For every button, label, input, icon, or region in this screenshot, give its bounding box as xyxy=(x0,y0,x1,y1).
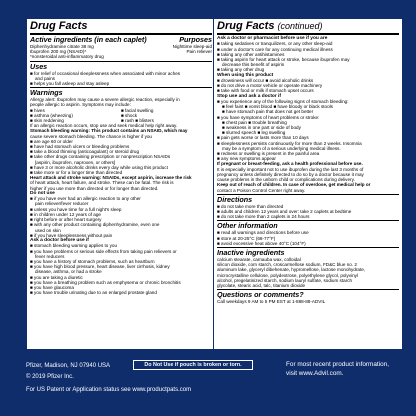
ask-pharmacist-line: ■ taking sedatives or tranquilizers, or any other sleep-aid xyxy=(217,41,333,47)
do-not-use-line: pain reliever/fever reducer xyxy=(35,201,89,207)
pregnancy-line: It is especially important not to use ibuprofen during the last 3 months of xyxy=(217,166,364,172)
when-using-header: When using this product xyxy=(217,72,274,78)
do-not-use-line: used on skin xyxy=(35,227,61,233)
inactive-line: alcohol, pregelatinized starch, sodium lauryl sulfate, sodium starch xyxy=(217,277,353,283)
inactive-line: calcium stearate, carnauba wax, colloidal xyxy=(217,256,301,262)
patent-note: For US Patent or Application status see www.productpats.com xyxy=(26,387,192,393)
stop-use-line: ■ redness or swelling is present in the painful area xyxy=(217,151,320,157)
when-using-line: ■ do not drive a motor vehicle or operate machinery xyxy=(217,83,323,89)
stomach-line: [aspirin, ibuprofen, naproxen, or others] xyxy=(35,159,116,165)
ask-doctor-line: disease, asthma, or had a stroke xyxy=(35,269,102,275)
ingredient-row: Ibuprofen 200 mg (NSAID)* Pain reliever xyxy=(30,49,212,55)
ask-doctor-line: ■ you have trouble urinating due to an enlarged prostate gland xyxy=(30,290,157,296)
symptom-row: ■ skin reddening ■ rash ■ blisters xyxy=(30,118,154,124)
stomach-line: cause severe stomach bleeding. The chance is higher if you xyxy=(30,133,152,139)
when-using-line: ■ take with food or milk if stomach upset occurs xyxy=(217,88,314,94)
do-not-use-line: ■ if you have ever had an allergic reaction to any other xyxy=(30,196,141,202)
when-using-line: ■ drowsiness will occur ■ avoid alcoholic drinks xyxy=(217,78,314,84)
directions-header: Directions xyxy=(217,194,253,204)
active-ingredients-header: Active ingredients (in each caplet) Purposes xyxy=(30,35,212,44)
inactive-line: microcrystalline cellulose, polydextrose, polyethylene glycol, polyvinyl xyxy=(217,272,358,278)
stop-use-line: ■ you have symptoms of heart problems or stroke: xyxy=(217,114,320,120)
stop-use-line: ■ slurred speech ■ leg swelling xyxy=(222,130,286,136)
drug-facts-title-continued: Drug Facts (continued) xyxy=(217,20,323,32)
do-not-use-line: ■ unless you have time for a full night's sleep xyxy=(30,206,122,212)
keep-out-line: Keep out of reach of children. In case of overdose, get medical help or xyxy=(217,182,371,188)
pregnancy-line: If pregnant or breast-feeding, ask a health professional before use. xyxy=(217,161,363,167)
do-not-use-line: ■ in children under 12 years of age xyxy=(30,211,101,217)
ask-pharmacist-line: ■ taking any other antihistamines xyxy=(217,51,285,57)
divider xyxy=(217,33,399,35)
ask-doctor-line: ■ you are taking a diuretic xyxy=(30,274,83,280)
symptom-row: ■ hives ■ facial swelling xyxy=(30,107,154,113)
keep-out-line: contact a Poison Control Center right away. xyxy=(217,187,306,193)
stop-use-line: ■ sleeplessness persists continuously for more than 2 weeks. Insomnia xyxy=(217,140,362,146)
copyright: © 2019 Pfizer Inc. xyxy=(26,374,74,380)
other-info-line: ■ read all warnings and directions before use xyxy=(217,230,309,236)
directions-line: ■ do not take more than 2 caplets in 24 hours xyxy=(217,214,310,220)
uses-line: and pains xyxy=(35,75,55,81)
do-not-use-line: ■ right before or after heart surgery xyxy=(30,217,102,223)
nsaid-note: *nonsteroidal anti-inflammatory drug xyxy=(30,54,104,60)
stop-use-line: ■ have stomach pain that does not get better xyxy=(222,109,314,115)
uses-line: ■ helps you fall asleep and stay asleep xyxy=(30,81,110,87)
stop-use-line: ■ chest pain ■ trouble breathing xyxy=(222,119,287,125)
ask-pharmacist-line: ■ taking aspirin for heart attack or stroke, because ibuprofen may xyxy=(217,57,350,63)
stop-use-line: ■ any new symptoms appear xyxy=(217,156,276,162)
divider xyxy=(30,61,212,62)
ask-doctor-line: ■ stomach bleeding warning applies to you xyxy=(30,243,118,249)
stop-use-line: ■ feel faint ■ vomit blood ■ have bloody or black stools xyxy=(222,104,333,110)
stop-use-line: ■ you experience any of the following signs of stomach bleeding: xyxy=(217,99,349,105)
stop-use-line: ■ weakness in one part or side of body xyxy=(222,125,301,131)
heart-line: Heart attack and stroke warning: NSAIDs, except aspirin, increase the risk xyxy=(30,175,192,181)
inactive-header: Inactive ingredients xyxy=(217,247,285,257)
ask-doctor-line: ■ you have glaucoma xyxy=(30,284,74,290)
stomach-line: ■ take more or for a longer time than directed xyxy=(30,170,123,176)
other-info-line: ■ avoid excessive heat above 40°C (104°F) xyxy=(217,240,306,246)
pregnancy-line: pregnancy unless definitely directed to do so by a doctor because it may xyxy=(217,171,364,177)
product-info-link[interactable]: visit www.Advil.com. xyxy=(286,370,344,377)
pregnancy-line: cause problems in the unborn child or complications during delivery. xyxy=(217,177,355,183)
directions-line: ■ adults and children 12 years and over: take 2 caplets at bedtime xyxy=(217,208,352,214)
product-info-line: For most recent product information, xyxy=(286,361,390,368)
inactive-line: glycolate, stearic acid, talc, titanium dioxide xyxy=(217,282,306,288)
questions-header: Questions or comments? xyxy=(217,290,304,300)
symptom-row: ■ asthma (wheezing) ■ shock xyxy=(30,112,138,118)
ask-doctor-line: ■ you have a breathing problem such as emphysema or chronic bronchitis xyxy=(30,279,181,285)
inactive-line: aluminum lake, glyceryl dibehenate, hypromellose, lactose monohydrate, xyxy=(217,267,366,273)
other-info-header: Other information xyxy=(217,221,278,231)
ask-doctor-line: ■ you have high blood pressure, heart disease, liver cirrhosis, kidney xyxy=(30,264,170,270)
uses-line: ■ for relief of occasional sleeplessness when associated with minor aches xyxy=(30,70,181,76)
allergy-line: people allergic to aspirin. Symptoms may include: xyxy=(30,102,131,108)
do-not-use-line: ■ with any other product containing diphenhydramine, even one xyxy=(30,222,160,228)
ask-doctor-header: Ask a doctor before use if xyxy=(30,237,89,243)
warnings-header: Warnings xyxy=(30,88,63,98)
stomach-line: ■ have had stomach ulcers or bleeding problems xyxy=(30,144,130,150)
stomach-line: ■ are age 60 or older xyxy=(30,138,73,144)
stomach-line: ■ take other drugs containing prescription or nonprescription NSAIDs xyxy=(30,154,171,160)
inactive-line: silicon dioxide, corn starch, croscarmellose sodium, FD&C blue no. 2 xyxy=(217,262,357,268)
ask-doctor-line: fever reducers xyxy=(35,253,65,259)
do-not-use-line: ■ if you have sleeplessness without pain xyxy=(30,232,113,238)
stop-use-header: Stop use and ask a doctor if xyxy=(217,93,281,99)
questions-line: Call weekdays 9 AM to 5 PM EST at 1-888-88-ADVIL xyxy=(217,299,326,305)
do-not-use-header: Do not use xyxy=(30,190,55,196)
drug-facts-right-column xyxy=(213,18,403,350)
allergy-after: If an allergic reaction occurs, stop use and seek medical help right away. xyxy=(30,123,178,129)
stop-use-line: ■ pain gets worse or lasts more than 10 days xyxy=(217,135,309,141)
drug-facts-left-column xyxy=(26,18,216,350)
stomach-line: ■ have 3 or more alcoholic drinks every day while using this product xyxy=(30,164,168,170)
package-footer xyxy=(26,356,390,404)
ingredient-row: Diphenhydramine citrate 38 mg Nighttime sleep-aid xyxy=(30,44,212,49)
ask-doctor-line: ■ you have a history of stomach problems, such as heartburn xyxy=(30,258,155,264)
heart-line: higher if you use more than directed or for longer than directed. xyxy=(30,185,159,191)
directions-line: ■ do not take more than directed xyxy=(217,203,284,209)
ask-pharmacist-line: decrease this benefit of aspirin xyxy=(222,62,285,68)
other-info-line: ■ store at 20-25°C (68-77°F) xyxy=(217,235,276,241)
stomach-line: ■ take a blood thinning (anticoagulant) or steroid drug xyxy=(30,149,140,155)
heart-line: of heart attack, heart failure, and stroke. These can be fatal. The risk is xyxy=(30,180,174,186)
ask-pharmacist-header: Ask a doctor or pharmacist before use if you are xyxy=(217,36,328,41)
uses-header: Uses xyxy=(30,61,48,71)
allergy-line: Allergy alert: Ibuprofen may cause a severe allergic reaction, especially in xyxy=(30,97,180,103)
pouch-warning-box: Do Not Use if pouch is broken or torn. xyxy=(133,360,253,370)
ask-pharmacist-line: ■ under a doctor's care for any continuing medical illness xyxy=(217,46,333,52)
manufacturer-address: Pfizer, Madison, NJ 07940 USA xyxy=(26,363,111,369)
ask-pharmacist-line: ■ taking any other drug xyxy=(217,67,265,73)
stomach-line: Stomach bleeding warning: This product contains an NSAID, which may xyxy=(30,128,188,134)
ask-doctor-line: ■ you have problems or serious side effects from taking pain relievers or xyxy=(30,248,177,254)
drug-facts-title: Drug Facts xyxy=(30,20,88,32)
stop-use-line: may be a symptom of a serious underlying medical illness. xyxy=(222,145,341,151)
